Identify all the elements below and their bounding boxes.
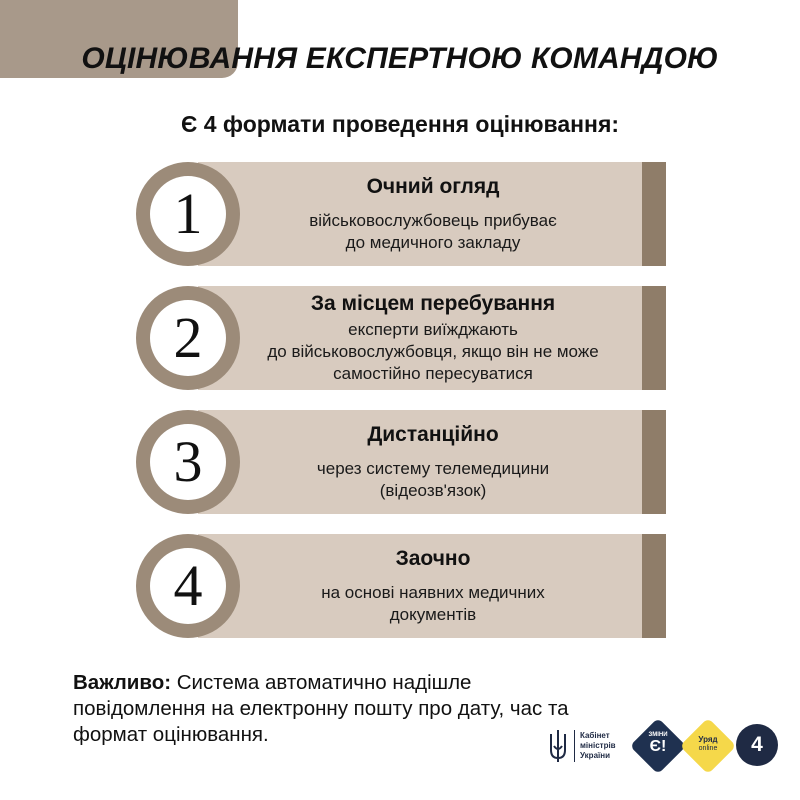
format-number: 1 [173, 181, 203, 246]
format-card-in-absentia [136, 534, 666, 638]
format-card-remote [136, 410, 666, 514]
uryad-logo-label: Уряд [698, 735, 718, 744]
card-edge-stripe [642, 534, 666, 638]
card-edge-stripe [642, 162, 666, 266]
note-label: Важливо: [73, 671, 172, 694]
card-edge-stripe [642, 286, 666, 390]
format-title: Очний огляд [366, 175, 500, 198]
important-note [73, 670, 593, 748]
number-badge-inner [150, 176, 226, 252]
format-card-on-site [136, 286, 666, 390]
page-title: ОЦІНЮВАННЯ ЕКСПЕРТНОЮ КОМАНДОЮ [81, 42, 719, 75]
format-number: 4 [173, 553, 203, 618]
format-title: Дистанційно [367, 423, 499, 446]
number-badge [136, 410, 240, 514]
number-badge-inner [150, 548, 226, 624]
note-text: Система автоматично надішле повідомлення на електронну пошту про дату, час та формат оцінювання. [73, 671, 569, 746]
format-title: Заочно [395, 547, 471, 570]
logo-separator [574, 730, 575, 762]
number-badge [136, 534, 240, 638]
cabinet-logo-text: Кабінет міністрів України [580, 731, 616, 760]
card-text [230, 410, 636, 514]
zminy-logo-mark: Є! [649, 738, 667, 755]
number-badge [136, 162, 240, 266]
format-number: 2 [173, 305, 203, 370]
format-number: 3 [173, 429, 203, 494]
uryad-logo-sublabel: online [698, 745, 718, 752]
number-badge-inner [150, 300, 226, 376]
number-badge-inner [150, 424, 226, 500]
card-text [230, 162, 636, 266]
trident-icon [548, 728, 568, 764]
page-subtitle: Є 4 формати проведення оцінювання: [180, 111, 620, 137]
format-description: через систему телемедицини (відеозв'язок) [316, 459, 550, 500]
number-badge [136, 286, 240, 390]
card-edge-stripe [642, 410, 666, 514]
card-text [230, 286, 636, 390]
card-text [230, 534, 636, 638]
format-description: експерти виїжджають до військовослужбовця, якщо він не може самостійно пересуватися [267, 320, 599, 383]
page-number-badge: 4 [736, 724, 778, 766]
format-title: За місцем перебування [310, 292, 556, 315]
zminy-logo-label: ЗМІНИ [648, 732, 668, 738]
format-description: військовослужбовець прибуває до медичного закладу [309, 211, 557, 252]
format-description: на основі наявних медичних документів [321, 583, 545, 624]
format-card-in-person [136, 162, 666, 266]
